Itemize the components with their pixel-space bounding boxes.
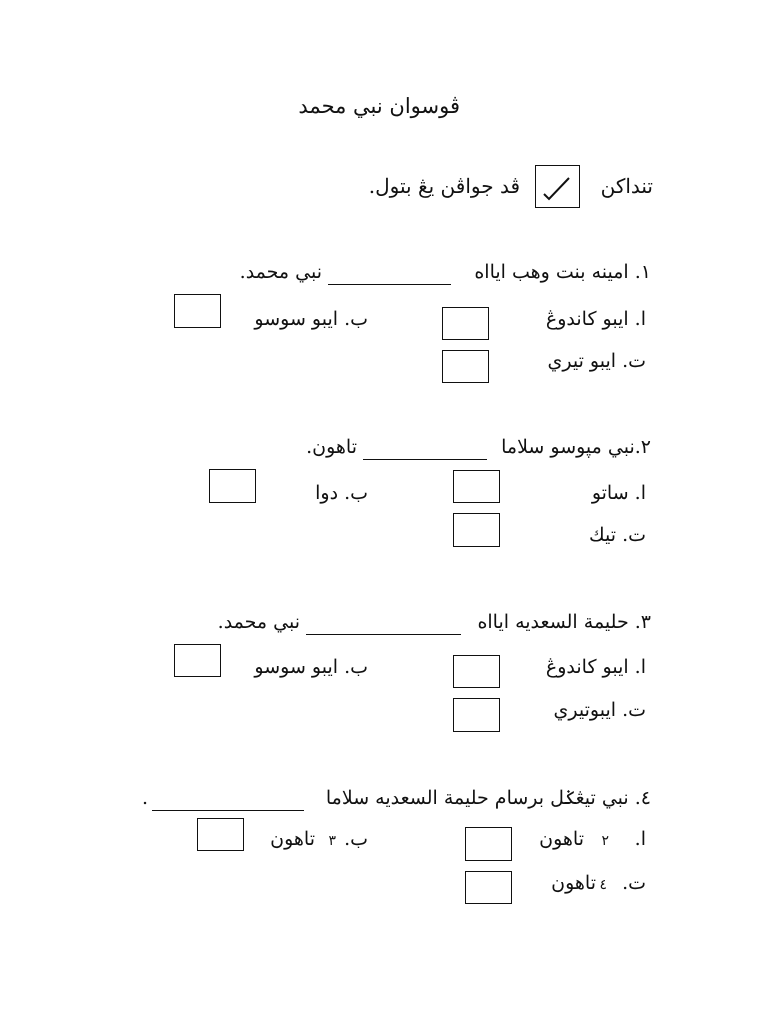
page-title: ڤوسوان نبي محمد — [298, 94, 460, 118]
option-c-box[interactable] — [442, 350, 489, 383]
option-c-box[interactable] — [453, 513, 500, 547]
instruction-left: تنداکن — [600, 174, 653, 198]
question-stem-before: ٢.نبي مپوسو سلاما — [501, 436, 651, 458]
question-stem-after: . — [141, 787, 148, 809]
option-a-box[interactable] — [453, 470, 500, 503]
option-a: ا. ايبو كاندوڠ — [545, 656, 646, 678]
instruction-right: ڤد جواڤن يڠ بتول. — [368, 174, 520, 198]
option-c: ت. تيك — [589, 524, 646, 546]
example-check-box — [535, 165, 580, 208]
option-b: ب. دوا — [315, 482, 368, 504]
option-b-word: تاهون — [270, 828, 315, 850]
answer-blank — [363, 459, 487, 460]
option-b: ب. ايبو سوسو — [254, 308, 368, 330]
option-a-box[interactable] — [453, 655, 500, 688]
question-stem-before: ٤. نبي تيڠݢل برسام حليمة السعديه سلاما — [325, 787, 651, 809]
answer-blank — [152, 810, 304, 811]
option-a-number: ٢ — [601, 833, 609, 849]
option-c-number: ٤ — [599, 877, 607, 893]
option-a-prefix: ا. — [634, 828, 646, 850]
option-b: ب. ايبو سوسو — [254, 656, 368, 678]
option-b-box[interactable] — [197, 818, 244, 851]
checkmark-icon — [535, 165, 580, 208]
answer-blank — [328, 284, 451, 285]
question-stem-before: ١. امينه بنت وهب ايااه — [474, 261, 651, 283]
option-c-prefix: ت. — [622, 872, 646, 894]
option-a-word: تاهون — [539, 828, 584, 850]
option-a-box[interactable] — [442, 307, 489, 340]
option-c: ت. ايبوتيري — [553, 699, 646, 721]
answer-blank — [306, 634, 461, 635]
option-b-number: ٣ — [328, 833, 336, 849]
option-b-box[interactable] — [209, 469, 256, 503]
option-a: ا. ساتو — [591, 482, 646, 504]
question-stem-after: نبي محمد. — [217, 611, 300, 633]
option-a-box[interactable] — [465, 827, 512, 861]
option-c-box[interactable] — [465, 871, 512, 904]
question-stem-after: نبي محمد. — [239, 261, 322, 283]
option-c: ت. ايبو تيري — [547, 350, 646, 372]
question-stem-after: تاهون. — [306, 436, 357, 458]
option-a: ا. ايبو كاندوڠ — [545, 308, 646, 330]
option-b-box[interactable] — [174, 294, 221, 328]
question-stem-before: ٣. حليمة السعديه ايااه — [477, 611, 651, 633]
option-c-word: تاهون — [551, 872, 596, 894]
option-b-box[interactable] — [174, 644, 221, 677]
option-b-prefix: ب. — [344, 828, 368, 850]
option-c-box[interactable] — [453, 698, 500, 732]
